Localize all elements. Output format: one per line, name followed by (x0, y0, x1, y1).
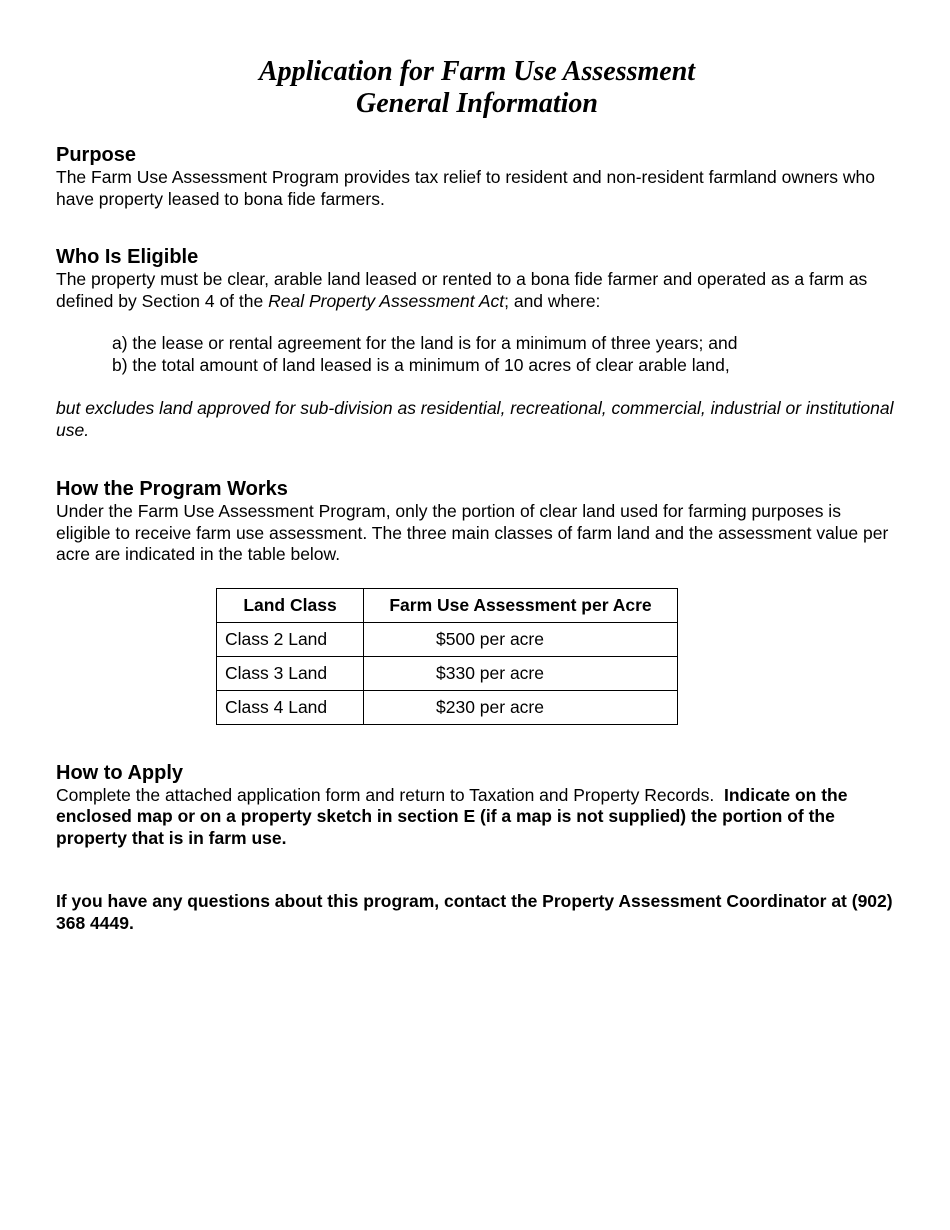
apply-text (56, 785, 898, 850)
land-class-cell: Class 4 Land (217, 690, 364, 724)
exclusion-note: but excludes land approved for sub-division as residential, recreational, commercial, industrial or institutional use. (56, 398, 894, 440)
contact-info: If you have any questions about this program, contact the Property Assessment Coordinator at (902) 368 4449. (56, 891, 893, 933)
section-how-to-apply (56, 761, 898, 850)
eligibility-criteria-list (56, 333, 898, 376)
eligible-text-after: ; and where: (504, 290, 601, 311)
purpose-heading: Purpose (56, 144, 137, 166)
page-title (56, 56, 898, 120)
title-line-1: Application for Farm Use Assessment (258, 56, 696, 87)
assessment-table (216, 588, 678, 725)
apply-text-bold: Indicate on the enclosed map or on a property sketch in section E (if a map is not supplied) the portion of the property that is in farm use. (56, 784, 848, 848)
assessment-value-cell: $500 per acre (364, 622, 678, 656)
header-land-class: Land Class (217, 588, 364, 622)
eligible-heading: Who Is Eligible (56, 246, 199, 268)
land-class-cell: Class 3 Land (217, 656, 364, 690)
title-line-2: General Information (356, 88, 598, 119)
section-who-is-eligible (56, 245, 898, 441)
table-row (217, 690, 678, 724)
assessment-value-cell: $330 per acre (364, 656, 678, 690)
table-row (217, 622, 678, 656)
section-how-program-works (56, 477, 898, 725)
purpose-text: The Farm Use Assessment Program provides tax relief to resident and non-resident farmland owners who have property leased to bona fide farmers. (56, 167, 875, 209)
works-text: Under the Farm Use Assessment Program, only the portion of clear land used for farming purposes is eligible to receive farm use assessment. The three main classes of farm land and the assessment value per acre are indicated in the table below. (56, 501, 889, 564)
apply-text-plain: Complete the attached application form and return to Taxation and Property Records. (56, 784, 724, 805)
table-header-row (217, 588, 678, 622)
criteria-item-a: a) the lease or rental agreement for the land is for a minimum of three years; and (112, 333, 738, 353)
header-assessment-per-acre: Farm Use Assessment per Acre (364, 588, 678, 622)
works-heading: How the Program Works (56, 478, 288, 500)
eligible-text (56, 269, 898, 312)
document-page (56, 56, 898, 934)
criteria-item-b: b) the total amount of land leased is a minimum of 10 acres of clear arable land, (112, 354, 730, 375)
table-row (217, 656, 678, 690)
eligible-text-before: The property must be clear, arable land leased or rented to a bona fide farmer and operated as a farm as defined by Section 4 of the (56, 269, 868, 311)
apply-heading: How to Apply (56, 761, 184, 784)
section-purpose (56, 143, 898, 210)
act-name: Real Property Assessment Act (268, 290, 505, 311)
land-class-cell: Class 2 Land (217, 622, 364, 656)
assessment-value-cell: $230 per acre (364, 690, 678, 724)
